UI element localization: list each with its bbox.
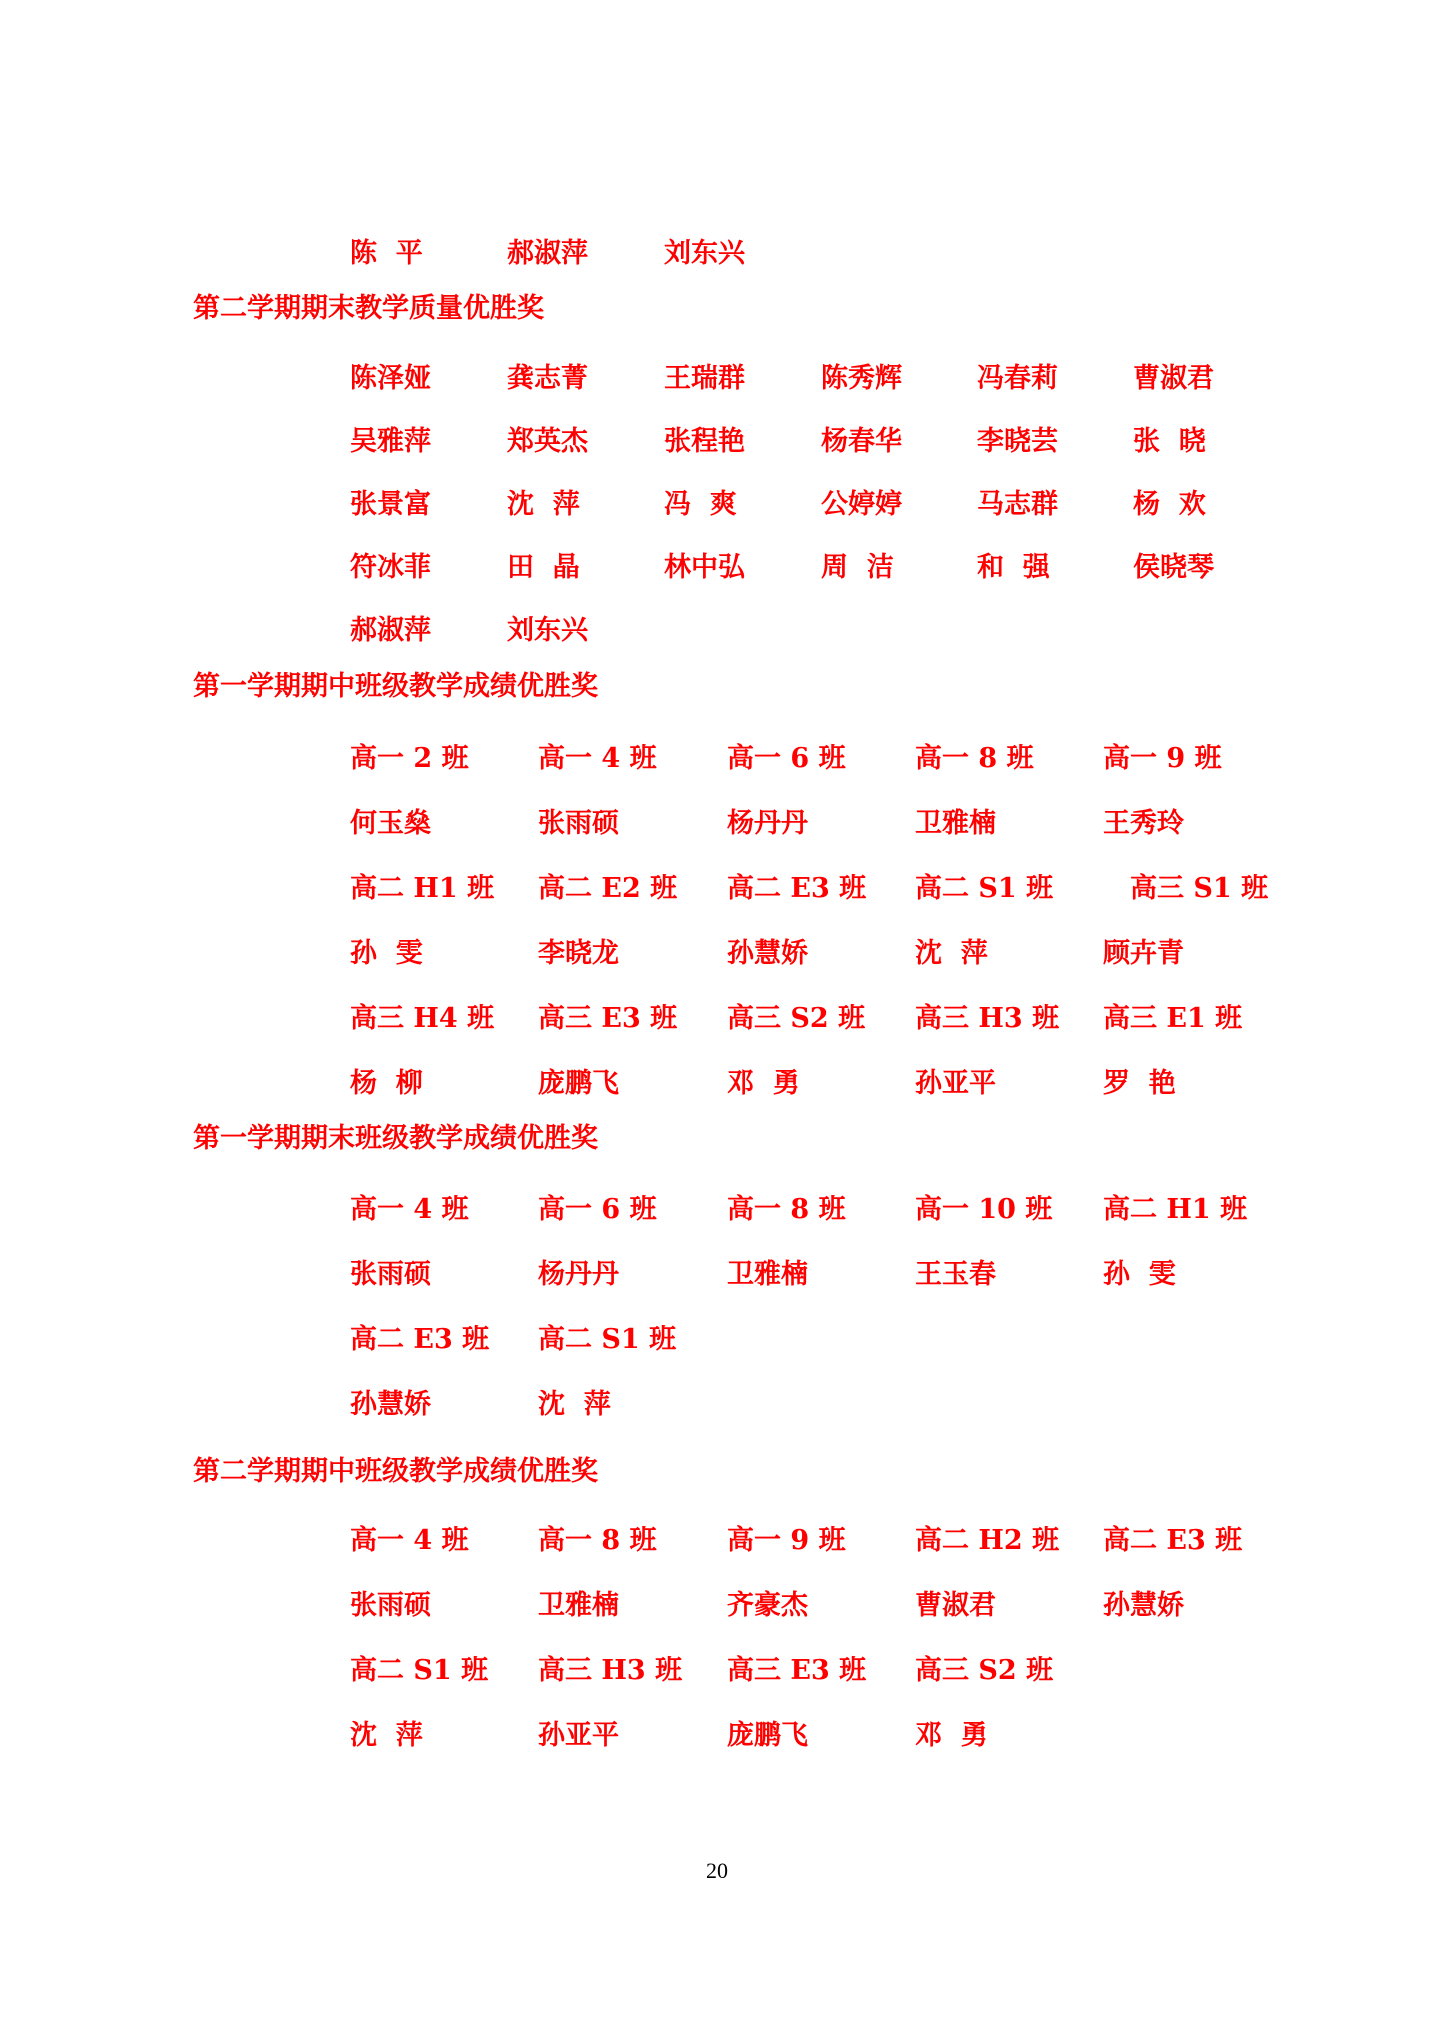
award-entry: 邓 勇: [727, 1068, 800, 1099]
award-entry: 高三 E3 班: [538, 1003, 678, 1034]
award-entry: 孙慧娇: [727, 938, 808, 969]
award-entry: 高一 6 班: [538, 1194, 657, 1225]
section-heading: 第一学期期末班级教学成绩优胜奖: [193, 1123, 598, 1154]
award-entry: 郝淑萍: [507, 238, 588, 269]
award-entry: 高三 E1 班: [1103, 1003, 1243, 1034]
award-entry: 顾卉青: [1103, 938, 1184, 969]
award-entry: 高一 8 班: [727, 1194, 846, 1225]
award-entry: 高一 9 班: [1103, 743, 1222, 774]
award-entry: 和 强: [977, 552, 1050, 583]
award-row: [0, 1588, 1434, 1624]
award-entry: 高二 S1 班: [350, 1655, 489, 1686]
award-entry: 高三 S2 班: [915, 1655, 1054, 1686]
award-entry: 孙慧娇: [350, 1389, 431, 1420]
award-entry: 沈 萍: [915, 938, 988, 969]
award-entry: 罗 艳: [1103, 1068, 1176, 1099]
award-row: [0, 1001, 1434, 1037]
award-row: [0, 1066, 1434, 1102]
award-entry: 龚志菁: [507, 363, 588, 394]
award-entry: 杨 柳: [350, 1068, 423, 1099]
award-row: [0, 1653, 1434, 1689]
award-entry: 公婷婷: [821, 489, 902, 520]
award-row: [0, 361, 1434, 397]
award-entry: 孙 雯: [1103, 1259, 1176, 1290]
award-entry: 高一 8 班: [538, 1525, 657, 1556]
award-entry: 郑英杰: [507, 426, 588, 457]
award-entry: 何玉燊: [350, 808, 431, 839]
award-entry: 张雨硕: [538, 808, 619, 839]
award-entry: 陈 平: [350, 238, 423, 269]
award-entry: 庞鹏飞: [538, 1068, 619, 1099]
award-entry: 陈泽娅: [350, 363, 431, 394]
award-entry: 杨春华: [821, 426, 902, 457]
award-row: [0, 1718, 1434, 1754]
award-entry: 高二 E3 班: [1103, 1525, 1243, 1556]
award-entry: 孙 雯: [350, 938, 423, 969]
award-entry: 沈 萍: [538, 1389, 611, 1420]
award-row: [0, 871, 1434, 907]
award-row: [0, 741, 1434, 777]
award-entry: 李晓龙: [538, 938, 619, 969]
award-entry: 王瑞群: [664, 363, 745, 394]
award-entry: 高二 H1 班: [1103, 1194, 1248, 1225]
award-row: [0, 550, 1434, 586]
award-entry: 冯 爽: [664, 489, 737, 520]
award-entry: 杨丹丹: [727, 808, 808, 839]
award-row: [0, 424, 1434, 460]
award-entry: 高三 S2 班: [727, 1003, 866, 1034]
section-heading: 第二学期期末教学质量优胜奖: [193, 293, 544, 324]
award-entry: 冯春莉: [977, 363, 1058, 394]
award-entry: 郝淑萍: [350, 615, 431, 646]
award-entry: 周 洁: [821, 552, 894, 583]
award-entry: 高三 E3 班: [727, 1655, 867, 1686]
award-entry: 高一 2 班: [350, 743, 469, 774]
award-entry: 王秀玲: [1103, 808, 1184, 839]
page-number: 20: [706, 1858, 728, 1883]
award-entry: 张雨硕: [350, 1259, 431, 1290]
award-entry: 卫雅楠: [727, 1259, 808, 1290]
award-entry: 陈秀辉: [821, 363, 902, 394]
award-entry: 齐豪杰: [727, 1590, 808, 1621]
award-entry: 高三 H4 班: [350, 1003, 495, 1034]
award-entry: 曹淑君: [915, 1590, 996, 1621]
award-entry: 高二 S1 班: [915, 873, 1054, 904]
award-entry: 马志群: [977, 489, 1058, 520]
award-entry: 高一 8 班: [915, 743, 1034, 774]
award-entry: 高二 H1 班: [350, 873, 495, 904]
award-entry: 符冰菲: [350, 552, 431, 583]
award-row: [0, 1387, 1434, 1423]
award-entry: 张雨硕: [350, 1590, 431, 1621]
award-entry: 高二 E3 班: [350, 1324, 490, 1355]
award-entry: 孙亚平: [915, 1068, 996, 1099]
award-row: [0, 487, 1434, 523]
award-entry: 高一 6 班: [727, 743, 846, 774]
award-entry: 高二 S1 班: [538, 1324, 677, 1355]
award-entry: 高一 9 班: [727, 1525, 846, 1556]
award-entry: 侯晓琴: [1133, 552, 1214, 583]
award-entry: 孙亚平: [538, 1720, 619, 1751]
award-entry: 田 晶: [507, 552, 580, 583]
award-entry: 沈 萍: [507, 489, 580, 520]
award-entry: 高三 H3 班: [915, 1003, 1060, 1034]
award-row: [0, 613, 1434, 649]
award-row: [0, 936, 1434, 972]
award-row: [0, 236, 1434, 272]
award-row: [0, 1257, 1434, 1293]
award-entry: 庞鹏飞: [727, 1720, 808, 1751]
award-entry: 高二 E2 班: [538, 873, 678, 904]
award-row: [0, 806, 1434, 842]
award-entry: 高二 H2 班: [915, 1525, 1060, 1556]
award-row: [0, 1322, 1434, 1358]
award-row: [0, 1192, 1434, 1228]
award-entry: 高三 H3 班: [538, 1655, 683, 1686]
award-entry: 高一 4 班: [538, 743, 657, 774]
award-entry: 王玉春: [915, 1259, 996, 1290]
award-entry: 刘东兴: [664, 238, 745, 269]
award-entry: 吴雅萍: [350, 426, 431, 457]
award-entry: 张程艳: [664, 426, 745, 457]
award-entry: 高一 4 班: [350, 1194, 469, 1225]
award-entry: 卫雅楠: [915, 808, 996, 839]
award-entry: 卫雅楠: [538, 1590, 619, 1621]
award-entry: 张 晓: [1133, 426, 1206, 457]
award-entry: 杨 欢: [1133, 489, 1206, 520]
award-entry: 林中弘: [664, 552, 745, 583]
award-entry: 孙慧娇: [1103, 1590, 1184, 1621]
award-entry: 高二 E3 班: [727, 873, 867, 904]
award-entry: 杨丹丹: [538, 1259, 619, 1290]
section-heading: 第一学期期中班级教学成绩优胜奖: [193, 671, 598, 702]
award-entry: 高一 4 班: [350, 1525, 469, 1556]
award-entry: 张景富: [350, 489, 431, 520]
award-entry: 邓 勇: [915, 1720, 988, 1751]
award-entry: 李晓芸: [977, 426, 1058, 457]
award-entry: 曹淑君: [1133, 363, 1214, 394]
section-heading: 第二学期期中班级教学成绩优胜奖: [193, 1456, 598, 1487]
award-entry: 高三 S1 班: [1130, 873, 1269, 904]
award-entry: 刘东兴: [507, 615, 588, 646]
award-entry: 高一 10 班: [915, 1194, 1053, 1225]
award-entry: 沈 萍: [350, 1720, 423, 1751]
award-row: [0, 1523, 1434, 1559]
